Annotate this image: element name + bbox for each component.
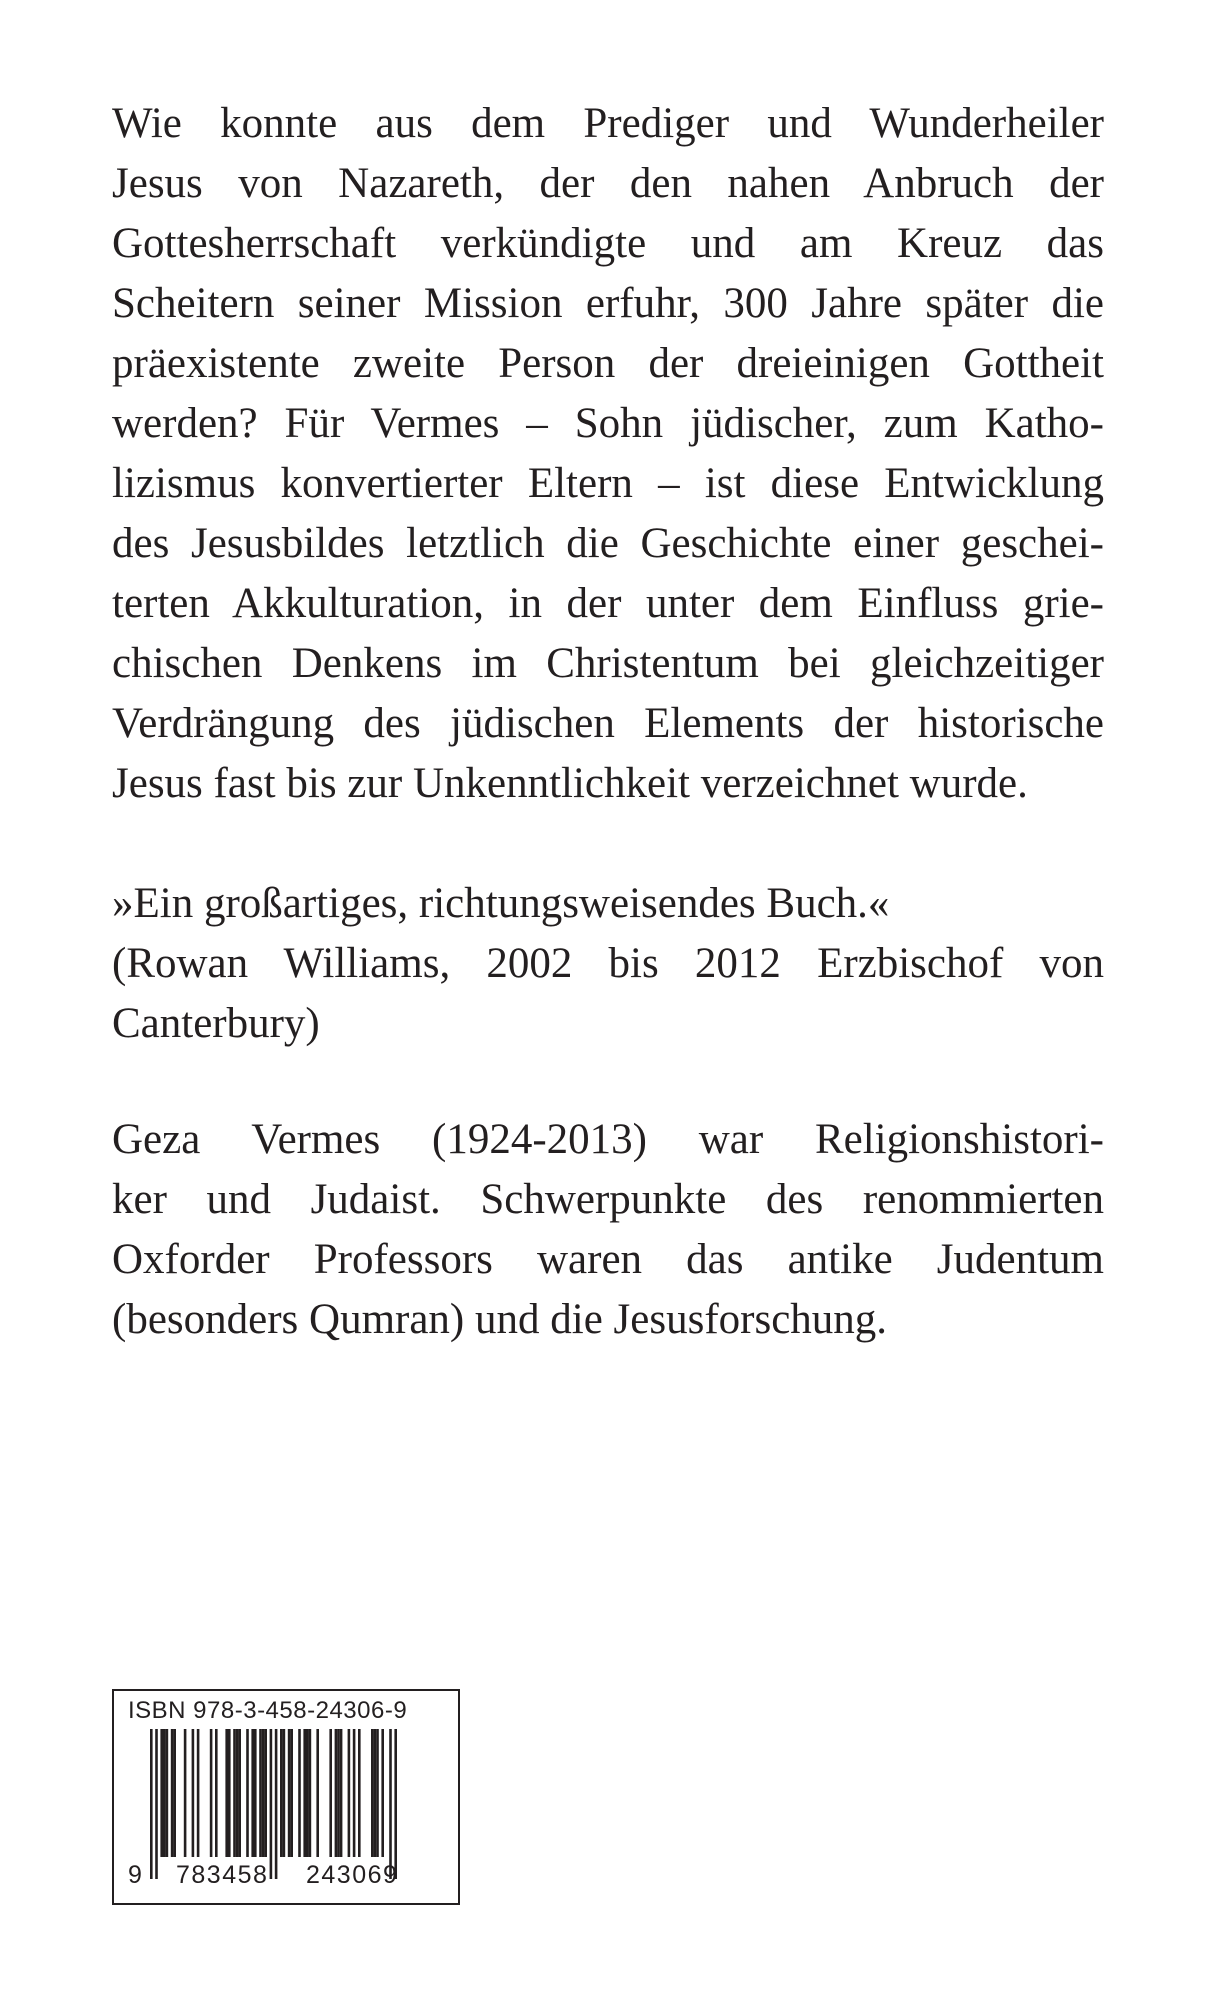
barcode-bar	[251, 1729, 254, 1857]
barcode-bar	[381, 1729, 384, 1857]
author-bio-text	[112, 1110, 1104, 1350]
blurb-line: Gottesherrschaft verkündigte und am Kreuz das	[112, 220, 1104, 267]
review-quote	[112, 874, 1104, 1054]
quote-attribution-line: Canterbury)	[112, 1000, 320, 1047]
barcode-bar	[236, 1729, 239, 1857]
quote-line: »Ein großartiges, richtungsweisendes Buch.«	[112, 880, 890, 927]
barcode-bar	[283, 1729, 286, 1857]
blurb-line: Jesus fast bis zur Unkenntlichkeit verzeichnet wurde.	[112, 760, 1028, 807]
ean-right-digits: 243069	[306, 1861, 399, 1889]
barcode-bar	[371, 1729, 374, 1857]
author-bio-line: Geza Vermes (1924-2013) war Religionshistori-	[112, 1116, 1104, 1163]
barcode-bar	[171, 1729, 174, 1857]
barcode-bar	[358, 1729, 361, 1857]
blurb-line: terten Akkulturation, in der unter dem Einfluss grie-	[112, 580, 1104, 627]
barcode-bar	[280, 1729, 283, 1857]
blurb-paragraph	[112, 94, 1104, 814]
barcode-guard-bar	[275, 1729, 278, 1879]
barcode-bar	[246, 1729, 249, 1857]
blurb-line: präexistente zweite Person der dreieinigen Gottheit	[112, 340, 1104, 387]
barcode-guard-bar	[150, 1729, 153, 1879]
barcode-bar	[238, 1729, 241, 1857]
barcode-bar	[163, 1729, 166, 1857]
barcode-bar	[329, 1729, 332, 1857]
barcode-guard-bar	[394, 1729, 397, 1879]
barcode-bar	[288, 1729, 291, 1857]
author-bio	[112, 1110, 1104, 1350]
barcode-bar	[264, 1729, 267, 1857]
barcode-bar	[184, 1729, 187, 1857]
barcode-bar	[228, 1729, 231, 1857]
barcode-bar	[160, 1729, 163, 1857]
isbn-label: ISBN 978-3-458-24306-9	[128, 1697, 408, 1724]
blurb-line: Verdrängung des jüdischen Elements der historische	[112, 700, 1104, 747]
barcode-guard-bar	[270, 1729, 273, 1879]
barcode-bar	[233, 1729, 236, 1857]
barcode-bar	[197, 1729, 200, 1857]
barcode-bar	[309, 1729, 312, 1857]
quote-text	[112, 874, 1104, 1054]
blurb-line: werden? Für Vermes – Sohn jüdischer, zum Katho-	[112, 400, 1104, 447]
barcode-bar	[173, 1729, 176, 1857]
barcode-bar	[340, 1729, 343, 1857]
barcode-bar	[298, 1729, 301, 1857]
blurb-line: chischen Denkens im Christentum bei gleichzeitiger	[112, 640, 1104, 687]
isbn-barcode	[112, 1689, 460, 1905]
barcode-bar	[210, 1729, 213, 1857]
barcode-bar	[166, 1729, 169, 1857]
blurb-line: Scheitern seiner Mission erfuhr, 300 Jahre später die	[112, 280, 1104, 327]
blurb-line: Jesus von Nazareth, der den nahen Anbruch der	[112, 160, 1104, 207]
blurb-line: lizismus konvertierter Eltern – ist diese Entwicklung	[112, 460, 1104, 507]
barcode-bar	[290, 1729, 293, 1857]
barcode-bar	[254, 1729, 257, 1857]
author-bio-line: ker und Judaist. Schwerpunkte des renommierten	[112, 1176, 1104, 1223]
barcode-bar	[335, 1729, 338, 1857]
ean-first-digit: 9	[128, 1861, 144, 1889]
author-bio-line: (besonders Qumran) und die Jesusforschung.	[112, 1296, 888, 1343]
quote-attribution-line: (Rowan Williams, 2002 bis 2012 Erzbischof von	[112, 940, 1104, 987]
barcode-bar	[376, 1729, 379, 1857]
barcode-bar	[262, 1729, 265, 1857]
blurb-line: Wie konnte aus dem Prediger und Wunderheiler	[112, 100, 1104, 147]
blurb-line: des Jesusbildes letztlich die Geschichte einer geschei-	[112, 520, 1104, 567]
ean-left-digits: 783458	[176, 1861, 269, 1889]
barcode-bar	[303, 1729, 306, 1857]
barcode-bar	[348, 1729, 351, 1857]
barcode-bar	[192, 1729, 195, 1857]
barcode-bar	[337, 1729, 340, 1857]
barcode-guard-bar	[389, 1729, 392, 1879]
barcode-bar	[259, 1729, 262, 1857]
barcode-bar	[306, 1729, 309, 1857]
barcode-bar	[215, 1729, 218, 1857]
author-bio-line: Oxforder Professors waren das antike Judentum	[112, 1236, 1104, 1283]
barcode-bar	[374, 1729, 377, 1857]
barcode-bar	[225, 1729, 228, 1857]
barcode-bar	[353, 1729, 356, 1857]
blurb-text	[112, 94, 1104, 814]
barcode-bar	[316, 1729, 319, 1857]
barcode-bars	[114, 1691, 458, 1903]
barcode-guard-bar	[155, 1729, 158, 1879]
